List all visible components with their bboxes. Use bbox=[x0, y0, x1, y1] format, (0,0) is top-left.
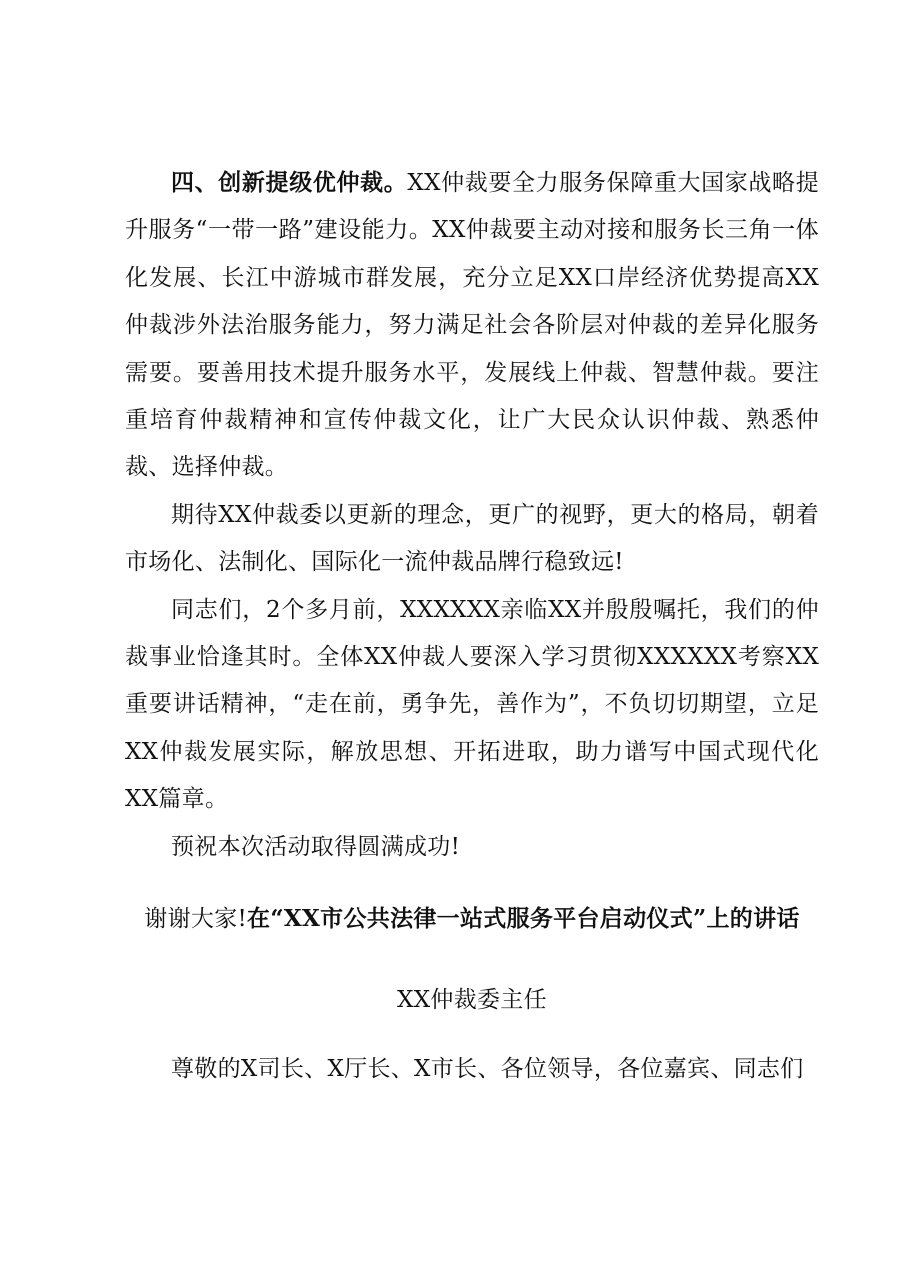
paragraph-lead-heading: 四、创新提级优仲裁。 bbox=[171, 170, 408, 196]
paragraph-body: 预祝本次活动取得圆满成功! bbox=[171, 833, 461, 860]
salutation bbox=[125, 1046, 819, 1093]
paragraph-expectation bbox=[125, 492, 819, 587]
speech-title-block bbox=[125, 897, 819, 941]
paragraph-body: 期待XX仲裁委以更新的理念，更广的视野，更大的格局，朝着市场化、法制化、国际化一流仲裁品牌行稳致远! bbox=[125, 501, 819, 576]
salutation-text: 尊敬的X司长、X厅长、X市长、各位领导，各位嘉宾、同志们 bbox=[171, 1056, 804, 1083]
paragraph-wishes bbox=[125, 824, 819, 871]
speech-title: 在“XX市公共法律一站式服务平台启动仪式”上的讲话 bbox=[247, 905, 800, 933]
paragraph-comrades bbox=[125, 587, 819, 824]
paragraph-body: 同志们，2个多月前，XXXXXX亲临XX并殷殷嘱托，我们的仲裁事业恰逢其时。全体XX仲裁人要深入学习贯彻XXXXXX考察XX重要讲话精神，“走在前，勇争先，善作为”，不负切切期望，立足XX仲裁发展实际，解放思想、开拓进取，助力谱写中国式现代化XX篇章。 bbox=[125, 596, 819, 813]
closing-thanks: 谢谢大家! bbox=[144, 906, 248, 933]
paragraph-body: XX仲裁要全力服务保障重大国家战略提升服务“一带一路”建设能力。XX仲裁要主动对接和服务长三角一体化发展、长江中游城市群发展，充分立足XX口岸经济优势提高XX仲裁涉外法治服务能力，努力满足社会各阶层对仲裁的差异化服务需要。要善用技术提升服务水平，发展线上仲裁、智慧仲裁。要注重培育仲裁精神和宣传仲裁文化，让广大民众认识仲裁、熟悉仲裁、选择仲裁。 bbox=[125, 170, 819, 481]
speaker-byline: XX仲裁委主任 bbox=[397, 987, 547, 1014]
document-page bbox=[125, 160, 819, 1094]
paragraph-innovation bbox=[125, 160, 819, 492]
